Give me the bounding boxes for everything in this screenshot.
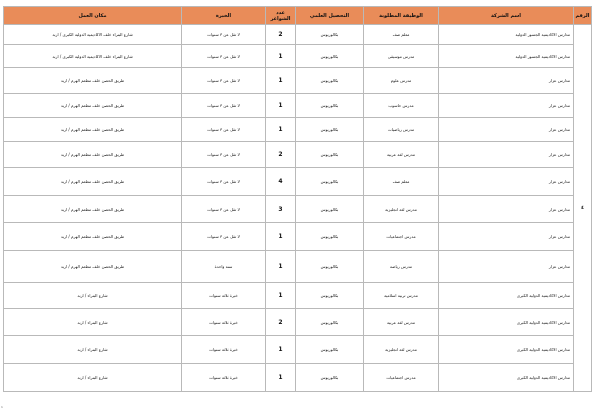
count-cell: 3 (266, 196, 296, 223)
job-cell: مدرس لغة انجليزية (364, 336, 439, 364)
experience-cell: لا تقل عن ٣ سنوات (182, 168, 266, 196)
company-cell: مدارس عزار (439, 168, 574, 196)
table-row (4, 196, 592, 223)
company-cell: مدارس عزار (439, 94, 574, 118)
job-cell: مدرس لغة انجليزية (364, 196, 439, 223)
count-cell: 1 (266, 45, 296, 68)
table-row (4, 364, 592, 392)
job-cell: مدرس اجتماعيات (364, 223, 439, 251)
company-cell: مدارس الاكاديمية الدولية الكبرى (439, 283, 574, 309)
education-cell: بكالوريوس (296, 45, 364, 68)
experience-cell: خبرة ثلاثة سنوات (182, 336, 266, 364)
company-cell: مدارس عزار (439, 196, 574, 223)
job-cell: مدرس علوم (364, 68, 439, 94)
job-cell: مدرس لغة عربية (364, 142, 439, 168)
education-cell: بكالوريوس (296, 142, 364, 168)
company-cell: مدارس الاكاديمية الدولية الكبرى (439, 309, 574, 336)
count-cell: 1 (266, 223, 296, 251)
job-cell: مدرس رياضة (364, 251, 439, 283)
table-row (4, 94, 592, 118)
table-row (4, 336, 592, 364)
education-cell: بكالوريوس (296, 196, 364, 223)
count-cell: 1 (266, 251, 296, 283)
table-row (4, 68, 592, 94)
header-count: عدد الشواغر (266, 7, 296, 25)
table-row (4, 283, 592, 309)
experience-cell: خبرة ثلاثة سنوات (182, 364, 266, 392)
experience-cell: سنة واحدة (182, 251, 266, 283)
location-cell: طريق الحصن خلف مطعم الهرم / اربد (4, 142, 182, 168)
education-cell: بكالوريوس (296, 364, 364, 392)
count-cell: 1 (266, 336, 296, 364)
location-cell: شارع البتراء / اربد (4, 364, 182, 392)
company-cell: مدارس عزار (439, 142, 574, 168)
job-cell: مدرس اجتماعيات (364, 364, 439, 392)
table-row (4, 142, 592, 168)
education-cell: بكالوريوس (296, 68, 364, 94)
count-cell: 1 (266, 283, 296, 309)
header-experience: الخبرة (182, 7, 266, 25)
company-cell: مدارس عزار (439, 68, 574, 94)
location-cell: شارع البتراء / اربد (4, 309, 182, 336)
page-mark: 1 (1, 405, 3, 409)
company-cell: مدارس الاكاديمية الجسور الدولية (439, 45, 574, 68)
experience-cell: لا تقل عن ٣ سنوات (182, 118, 266, 142)
company-cell: مدارس عزار (439, 251, 574, 283)
count-cell: 2 (266, 25, 296, 45)
vacancies-sheet (3, 6, 592, 392)
header-row (4, 7, 592, 25)
education-cell: بكالوريوس (296, 118, 364, 142)
experience-cell: لا تقل عن ٣ سنوات (182, 142, 266, 168)
location-cell: شارع البتراء خلف الاكاديمية الدولية الكبرى / اربد (4, 25, 182, 45)
table-row (4, 25, 592, 45)
job-cell: مدرس رياضيات (364, 118, 439, 142)
table-row (4, 168, 592, 196)
count-cell: 1 (266, 94, 296, 118)
education-cell: بكالوريوس (296, 309, 364, 336)
location-cell: طريق الحصن خلف مطعم الهرم / اربد (4, 223, 182, 251)
header-location: مكان العمل (4, 7, 182, 25)
count-cell: 4 (266, 168, 296, 196)
location-cell: شارع البتراء / اربد (4, 336, 182, 364)
company-cell: مدارس الاكاديمية الدولية الكبرى (439, 336, 574, 364)
experience-cell: لا تقل عن ٣ سنوات (182, 45, 266, 68)
count-cell: 1 (266, 68, 296, 94)
location-cell: طريق الحصن خلف مطعم الهرم / اربد (4, 196, 182, 223)
experience-cell: لا تقل عن ٣ سنوات (182, 68, 266, 94)
job-cell: معلم صف (364, 25, 439, 45)
location-cell: طريق الحصن خلف مطعم الهرم / اربد (4, 94, 182, 118)
group-number: ٤ (574, 25, 592, 392)
table-row (4, 223, 592, 251)
location-cell: شارع البتراء / اربد (4, 283, 182, 309)
count-cell: 2 (266, 142, 296, 168)
education-cell: بكالوريوس (296, 336, 364, 364)
header-company: اسم الشركة (439, 7, 574, 25)
table-row (4, 118, 592, 142)
location-cell: طريق الحصن خلف مطعم الهرم / اربد (4, 68, 182, 94)
job-cell: مدرس لغة عربية (364, 309, 439, 336)
experience-cell: لا تقل عن ٣ سنوات (182, 223, 266, 251)
company-cell: مدارس عزار (439, 118, 574, 142)
company-cell: مدارس عزار (439, 223, 574, 251)
location-cell: شارع البتراء خلف الاكاديمية الدولية الكبرى / اربد (4, 45, 182, 68)
education-cell: بكالوريوس (296, 283, 364, 309)
experience-cell: لا تقل عن ٣ سنوات (182, 196, 266, 223)
education-cell: بكالوريوس (296, 25, 364, 45)
experience-cell: خبرة ثلاثة سنوات (182, 309, 266, 336)
table-body (4, 25, 592, 392)
header-seq: الرقم (574, 7, 592, 25)
education-cell: بكالوريوس (296, 223, 364, 251)
job-cell: مدرس حاسوب (364, 94, 439, 118)
count-cell: 1 (266, 118, 296, 142)
header-job: الوظيفة المطلوبة (364, 7, 439, 25)
job-cell: مدرس تربية اسلامية (364, 283, 439, 309)
location-cell: طريق الحصن خلف مطعم الهرم / اربد (4, 168, 182, 196)
table-row (4, 309, 592, 336)
table-row (4, 45, 592, 68)
location-cell: طريق الحصن خلف مطعم الهرم / اربد (4, 251, 182, 283)
education-cell: بكالوريوس (296, 94, 364, 118)
location-cell: طريق الحصن خلف مطعم الهرم / اربد (4, 118, 182, 142)
count-cell: 2 (266, 309, 296, 336)
count-cell: 1 (266, 364, 296, 392)
vacancies-table (3, 6, 592, 392)
education-cell: بكالوريوس (296, 251, 364, 283)
job-cell: معلم صف (364, 168, 439, 196)
company-cell: مدارس الاكاديمية الجسور الدولية (439, 25, 574, 45)
company-cell: مدارس الاكاديمية الدولية الكبرى (439, 364, 574, 392)
experience-cell: لا تقل عن ٣ سنوات (182, 25, 266, 45)
experience-cell: لا تقل عن ٣ سنوات (182, 94, 266, 118)
education-cell: بكالوريوس (296, 168, 364, 196)
experience-cell: خبرة ثلاثة سنوات (182, 283, 266, 309)
header-education: التحصيل العلمي (296, 7, 364, 25)
job-cell: مدرس موسيقى (364, 45, 439, 68)
table-row (4, 251, 592, 283)
